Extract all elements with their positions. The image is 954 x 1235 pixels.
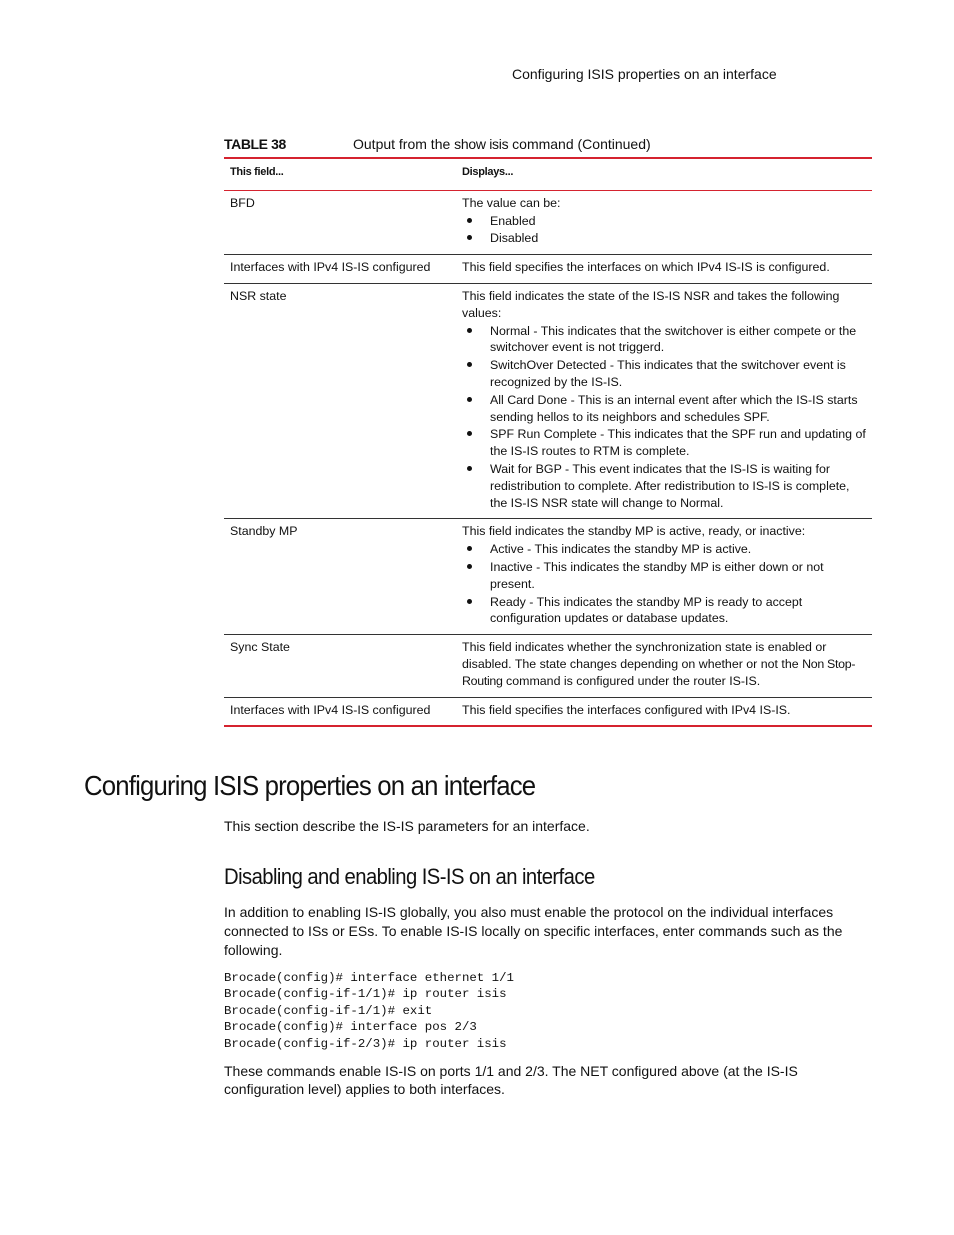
table-row xyxy=(224,255,872,284)
table-header-row xyxy=(224,158,872,190)
bullet-list xyxy=(462,323,866,512)
caption-prefix: Output from the xyxy=(353,136,455,152)
displays-cell xyxy=(456,190,872,254)
section-title: Configuring ISIS properties on an interface xyxy=(84,770,536,801)
list-item: SwitchOver Detected - This indicates that the switchover event is recognized by the IS-IS. xyxy=(462,357,866,391)
table-row xyxy=(224,519,872,635)
displays-cell: This field specifies the interfaces configured with IPv4 IS-IS. xyxy=(462,702,791,717)
caption-suffix: command (Continued) xyxy=(508,136,651,152)
field-cell: BFD xyxy=(230,195,255,210)
table-caption xyxy=(224,136,872,152)
field-cell: Interfaces with IPv4 IS-IS configured xyxy=(230,702,431,717)
field-cell: Sync State xyxy=(230,640,290,655)
field-cell: NSR state xyxy=(230,288,287,303)
list-item: Inactive - This indicates the standby MP is either down or not present. xyxy=(462,559,866,593)
list-item: Disabled xyxy=(462,230,866,247)
table-row xyxy=(224,635,872,697)
header-field: This field... xyxy=(230,166,284,178)
displays-cell: This field specifies the interfaces on which IPv4 IS-IS is configured. xyxy=(462,260,830,275)
table-row xyxy=(224,283,872,518)
list-item: Active - This indicates the standby MP is active. xyxy=(462,541,866,558)
cell-text: This field indicates the standby MP is active, ready, or inactive: xyxy=(462,524,806,539)
table-number: TABLE 38 xyxy=(224,136,286,152)
code-block xyxy=(224,970,514,1052)
bullet-list xyxy=(462,541,866,627)
field-cell: Standby MP xyxy=(230,524,298,539)
cell-text: command is configured under the router IS-IS. xyxy=(502,673,761,688)
list-item: Ready - This indicates the standby MP is ready to accept configuration updates or database updates. xyxy=(462,594,866,628)
subsection-title: Disabling and enabling IS-IS on an interface xyxy=(224,864,595,889)
list-item: Enabled xyxy=(462,213,866,230)
table-row xyxy=(224,697,872,726)
table-row xyxy=(224,190,872,254)
code-line: Brocade(config-if-2/3)# ip router isis xyxy=(224,1036,507,1051)
list-item: Normal - This indicates that the switchover is either compete or the switchover event is not triggerd. xyxy=(462,323,866,357)
code-line: Brocade(config-if-1/1)# exit xyxy=(224,1003,433,1018)
body-paragraph: These commands enable IS-IS on ports 1/1 and 2/3. The NET configured above (at the IS-IS configuration level) applies to both interfaces. xyxy=(224,1063,798,1098)
list-item: All Card Done - This is an internal event after which the IS-IS starts sending hellos to its neighbors and schedules SPF. xyxy=(462,392,866,426)
code-line: Brocade(config)# interface ethernet 1/1 xyxy=(224,971,514,985)
bullet-list xyxy=(462,213,866,248)
list-item: Wait for BGP - This event indicates that the IS-IS is waiting for redistribution to complete. After redistribution to IS-IS is complete, the IS-IS NSR state will change to Normal. xyxy=(462,461,866,511)
field-cell: Interfaces with IPv4 IS-IS configured xyxy=(230,260,431,275)
cell-text: This field indicates the state of the IS-IS NSR and takes the following values: xyxy=(462,288,840,320)
displays-cell xyxy=(456,283,872,518)
section-intro: This section describe the IS-IS parameters for an interface. xyxy=(224,818,590,834)
code-line: Brocade(config)# interface pos 2/3 xyxy=(224,1020,477,1035)
command-keyword: Non Stop-Routing xyxy=(462,656,856,688)
list-item: SPF Run Complete - This indicates that the SPF run and updating of the IS-IS routes to RTM is complete. xyxy=(462,426,866,460)
displays-cell xyxy=(456,519,872,635)
code-line: Brocade(config-if-1/1)# ip router isis xyxy=(224,987,507,1002)
running-header: Configuring ISIS properties on an interface xyxy=(512,66,777,82)
cell-text: This field indicates whether the synchronization state is enabled or disabled. The state changes depending on whether or not the xyxy=(462,640,827,671)
fields-table xyxy=(224,157,872,727)
displays-cell xyxy=(456,635,872,697)
header-displays: Displays... xyxy=(462,166,514,178)
caption-command: show isis xyxy=(454,136,509,152)
body-paragraph: In addition to enabling IS-IS globally, you also must enable the protocol on the individual interfaces connected to ISs or ESs. To enable IS-IS locally on specific interfaces, enter commands such as the following. xyxy=(224,904,843,959)
cell-text: The value can be: xyxy=(462,195,561,210)
